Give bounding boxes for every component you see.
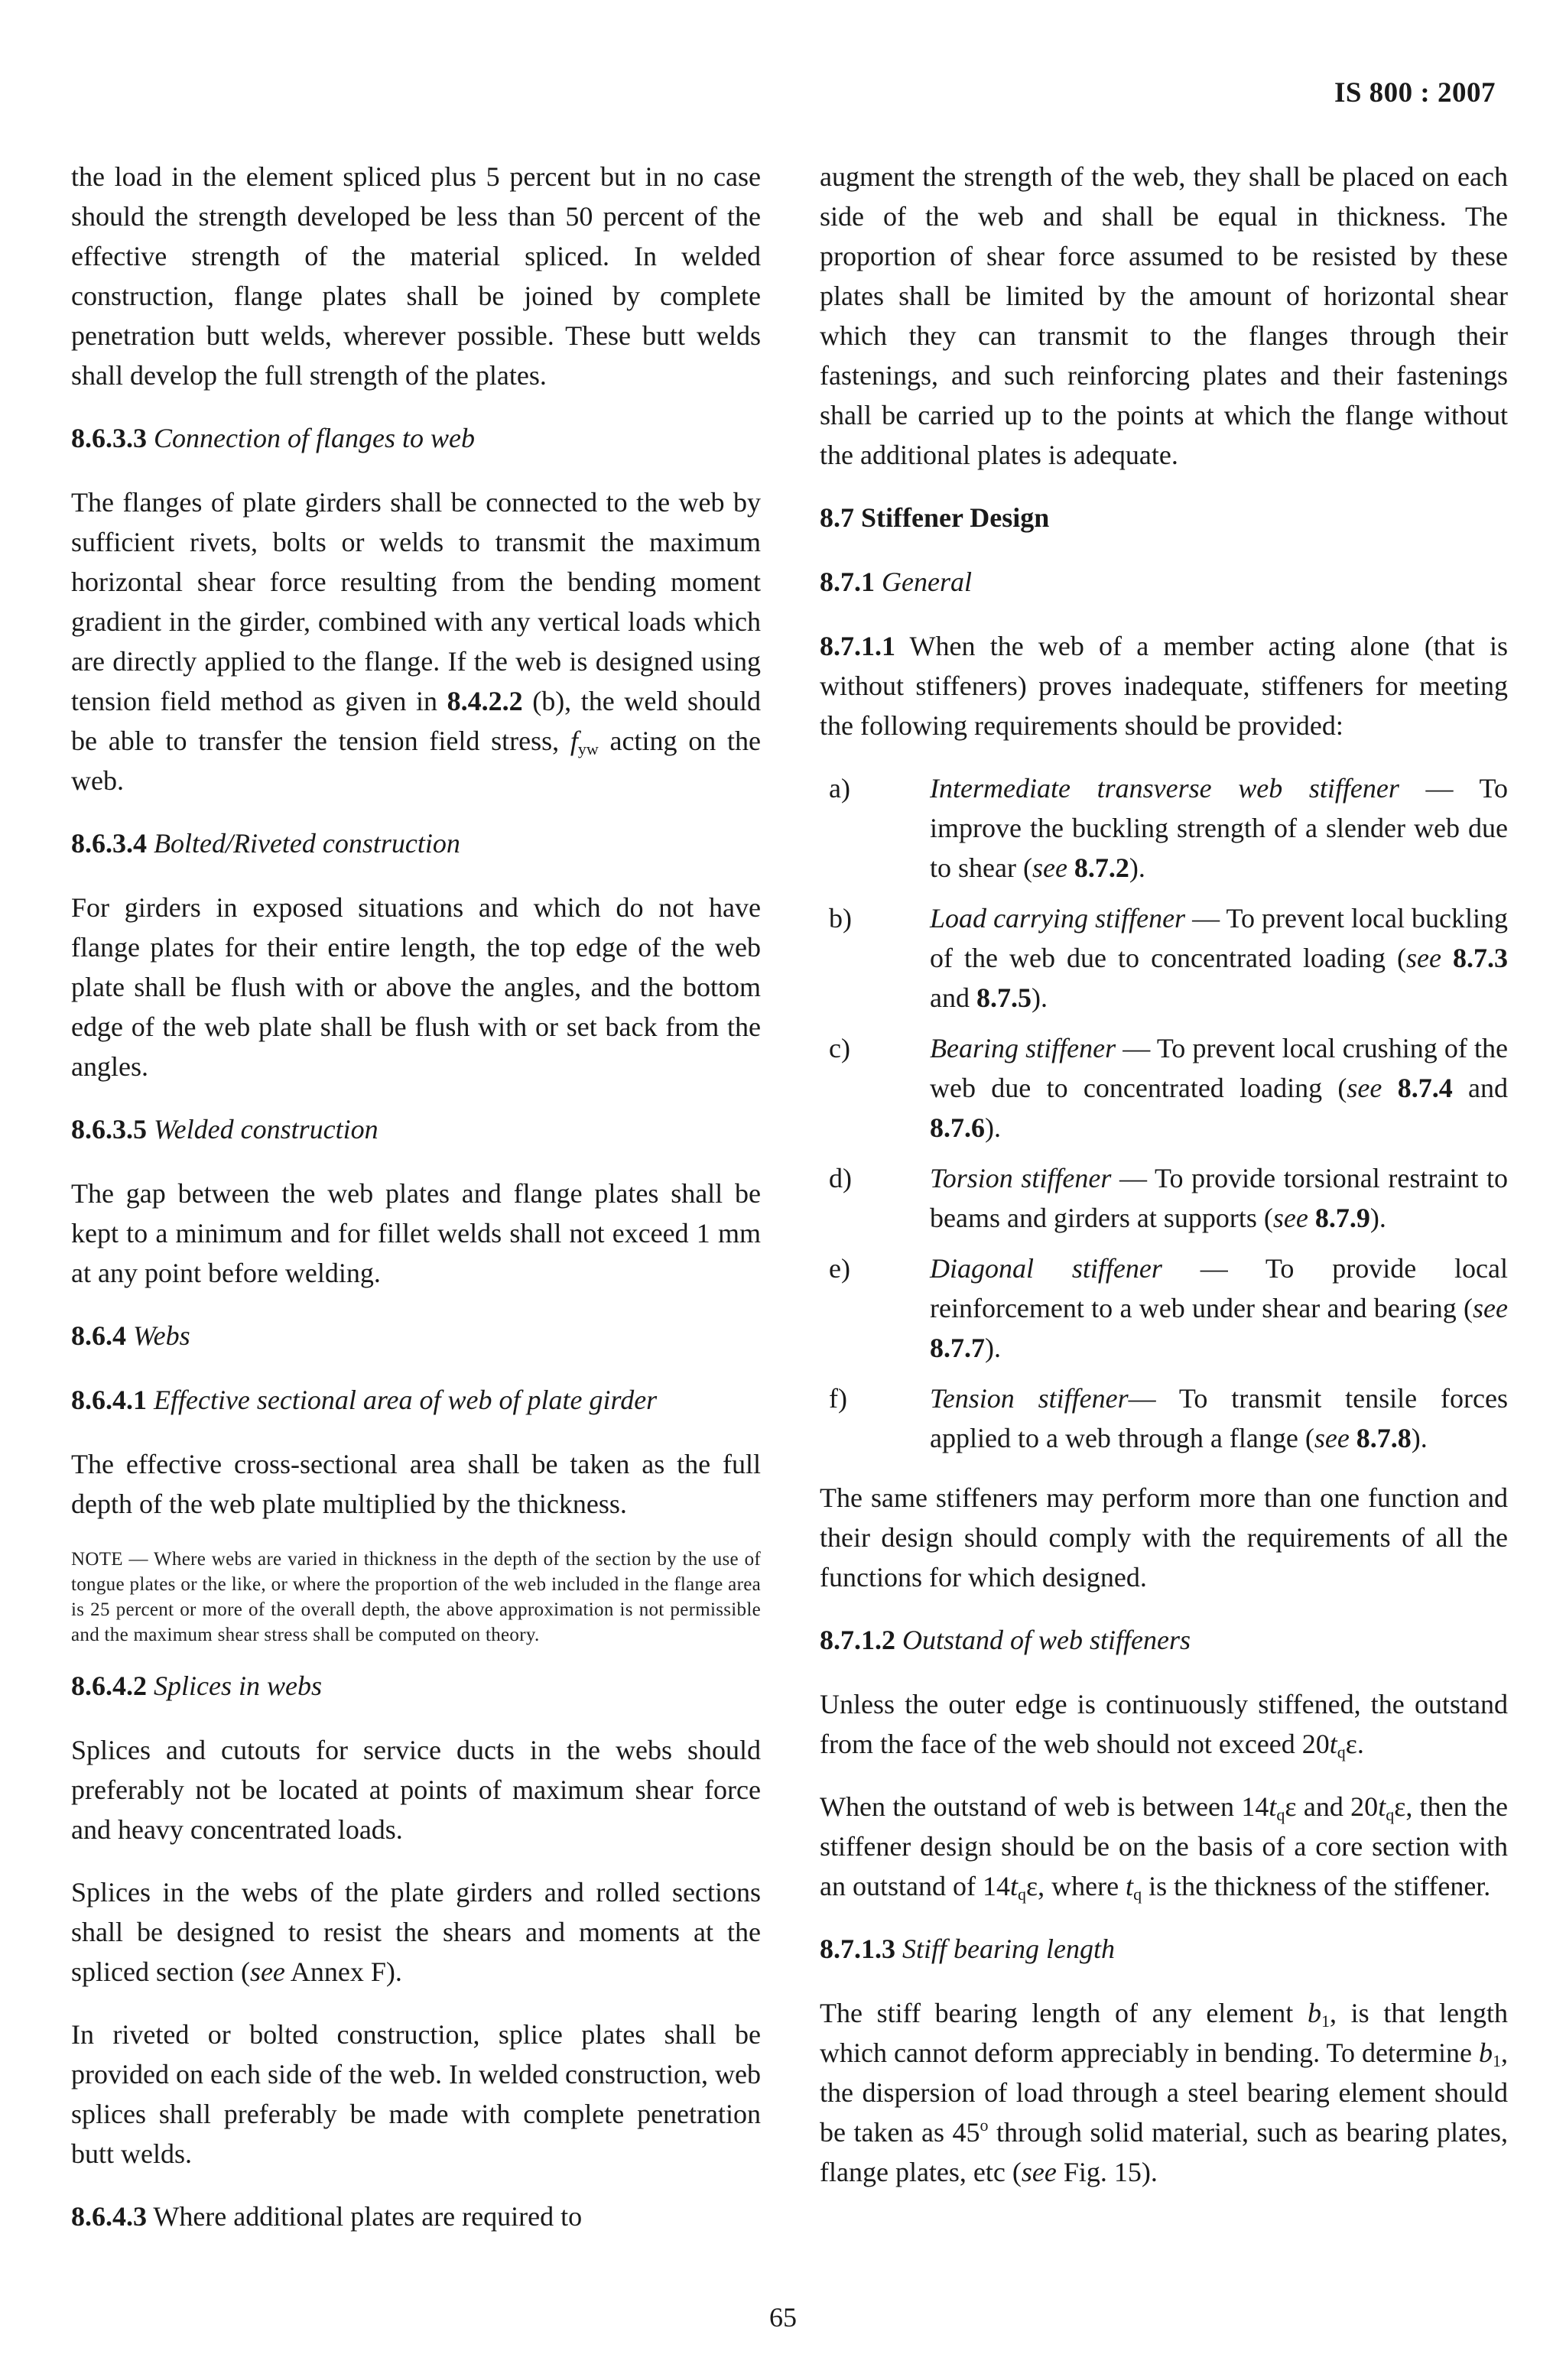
page-number: 65 <box>769 2302 797 2333</box>
section-8-7-1-1-body: 8.7.1.1 When the web of a member acting alone (that is without stiffeners) proves inadequate, stiffeners for meeting the following requirements should be provided: <box>820 631 1508 741</box>
section-8-6-3-5-heading <box>71 1109 761 1149</box>
section-8-6-3-3-body: The flanges of plate girders shall be connected to the web by sufficient rivets, bolts or welds to transmit the maximum horizontal shear force resulting from the bending moment gradient in the girder, combined with any vertical loads which are directly applied to the flange. If the web is designed using tension field method as given in 8.4.2.2 (b), the weld should be able to transfer the tension field stress, $f_{yw}$ acting on the web. <box>71 487 761 796</box>
section-8-6-3-4-heading <box>71 823 761 863</box>
section-8-7-heading: 8.7 Stiffener Design <box>820 502 1050 533</box>
section-number: 8.7.1.2 <box>820 1625 895 1655</box>
clause-reference: 8.4.2.2 <box>447 686 523 716</box>
section-8-6-4-2-para-2: Splices in the webs of the plate girders and rolled sections shall be designed to resist the shears and moments at the spliced section (see Annex F). <box>71 1877 761 1987</box>
document-code-header: IS 800 : 2007 <box>1334 77 1496 109</box>
section-number: 8.7.1.1 <box>820 631 895 661</box>
section-8-6-4-2-para-3: In riveted or bolted construction, splice plates shall be provided on each side of the web. In welded construction, web splices shall preferably be made with complete penetration butt welds. <box>71 2019 761 2169</box>
section-title: Outstand of web stiffeners <box>902 1625 1191 1655</box>
symbol-f: f <box>570 726 578 756</box>
section-8-6-4-1-heading <box>71 1380 761 1420</box>
symbol-subscript: yw <box>577 739 599 758</box>
same-stiffeners-paragraph: The same stiffeners may perform more than one function and their design should comply with the requirements of all the functions for which designed. <box>820 1482 1508 1593</box>
section-8-6-4-1-body: The effective cross-sectional area shall be taken as the full depth of the web plate multiplied by the thickness. <box>71 1449 761 1519</box>
section-title: Webs <box>133 1320 190 1351</box>
section-8-6-4-heading <box>71 1316 761 1356</box>
section-8-7-1-2-heading <box>820 1620 1508 1660</box>
stiffener-list <box>820 768 1508 1458</box>
list-item: b) Load carrying stiffener — To prevent local buckling of the web due to concentrated loading (see 8.7.3 and 8.7.5). <box>829 903 1509 1013</box>
section-8-7-1-3-body: The stiff bearing length of any element $b_1$, is that length which cannot deform appreciably in bending. To determine $b_1$, the dispersion of load through a steel bearing element should be taken as 45$^o$ through solid material, such as bearing plates, flange plates, etc (see Fig. 15). <box>820 1998 1508 2187</box>
section-number: 8.6.4.1 <box>71 1385 147 1415</box>
section-number: 8.7.1 <box>820 567 875 597</box>
section-number: 8.6.4.3 <box>71 2201 147 2232</box>
right-column <box>820 157 1508 2215</box>
continued-paragraph: the load in the element spliced plus 5 percent but in no case should the strength developed be less than 50 percent of the effective strength of the material spliced. In welded construction, flange plates shall be joined by complete penetration butt welds, wherever possible. These butt welds shall develop the full strength of the plates. <box>71 161 761 391</box>
section-title: Splices in webs <box>154 1671 322 1701</box>
section-8-7-1-3-heading <box>820 1929 1508 1969</box>
section-8-6-3-4-body: For girders in exposed situations and which do not have flange plates for their entire length, the top edge of the web plate shall be flush with or above the angles, and the bottom edge of the web plate shall be flush with or set back from the angles. <box>71 892 761 1082</box>
note: NOTE — Where webs are varied in thickness in the depth of the section by the use of tongue plates or the like, or where the proportion of the web included in the flange area is 25 percent or more of the overall depth, the above approximation is not permissible and the maximum shear stress shall be computed on theory. <box>71 1549 761 1645</box>
section-number: 8.6.3.5 <box>71 1114 147 1145</box>
section-title: Bolted/Riveted construction <box>154 828 460 859</box>
list-item: d) Torsion stiffener — To provide torsional restraint to beams and girders at supports (see 8.7.9). <box>829 1163 1508 1233</box>
section-title: General <box>882 567 972 597</box>
list-item: c) Bearing stiffener — To prevent local crushing of the web due to concentrated loading (see 8.7.4 and 8.7.6). <box>829 1033 1509 1143</box>
section-8-6-4-2-heading <box>71 1666 761 1706</box>
section-number: 8.6.3.3 <box>71 423 147 453</box>
list-item: a) Intermediate transverse web stiffener — To improve the buckling strength of a slender web due to shear (see 8.7.2). <box>829 773 1508 883</box>
section-8-6-4-3-body: 8.6.4.3 Where additional plates are required to <box>71 2201 583 2232</box>
section-number: 8.6.4 <box>71 1320 126 1351</box>
section-title: Stiff bearing length <box>902 1934 1115 1964</box>
section-number: 8.7.1.3 <box>820 1934 895 1964</box>
left-column <box>71 157 761 2259</box>
section-8-6-3-3-heading <box>71 418 761 458</box>
section-8-6-4-2-para-1: Splices and cutouts for service ducts in the webs should preferably not be located at points of maximum shear force and heavy concentrated loads. <box>71 1735 761 1845</box>
list-item: f) Tension stiffener— To transmit tensile forces applied to a web through a flange (see 8.7.8). <box>829 1383 1508 1453</box>
section-title: Connection of flanges to web <box>154 423 475 453</box>
section-8-6-3-5-body: The gap between the web plates and flange plates shall be kept to a minimum and for fillet welds shall not exceed 1 mm at any point before welding. <box>71 1178 761 1288</box>
section-8-7-1-2-para-1: Unless the outer edge is continuously stiffened, the outstand from the face of the web should not exceed $20t_q\varepsilon$. <box>820 1689 1508 1761</box>
list-item: e) Diagonal stiffener — To provide local reinforcement to a web under shear and bearing (see 8.7.7). <box>829 1253 1508 1363</box>
section-title: Welded construction <box>154 1114 379 1145</box>
continued-paragraph: augment the strength of the web, they shall be placed on each side of the web and shall be equal in thickness. The proportion of shear force assumed to be resisted by these plates shall be limited by the amount of horizontal shear which they can transmit to the flanges through their fastenings, and such reinforcing plates and their fastenings shall be carried up to the points at which the flange without the additional plates is adequate. <box>820 161 1508 470</box>
section-number: 8.6.3.4 <box>71 828 147 859</box>
section-8-7-1-heading <box>820 562 1508 602</box>
section-8-7-1-2-para-2: When the outstand of web is between $14t_q\varepsilon$ and $20t_q\varepsilon$, then the stiffener design should be on the basis of a core section with an outstand of $14t_q\varepsilon$, where $t_q$ is the thickness of the stiffener. <box>820 1791 1508 1904</box>
section-number: 8.6.4.2 <box>71 1671 147 1701</box>
section-title: Effective sectional area of web of plate girder <box>154 1385 658 1415</box>
